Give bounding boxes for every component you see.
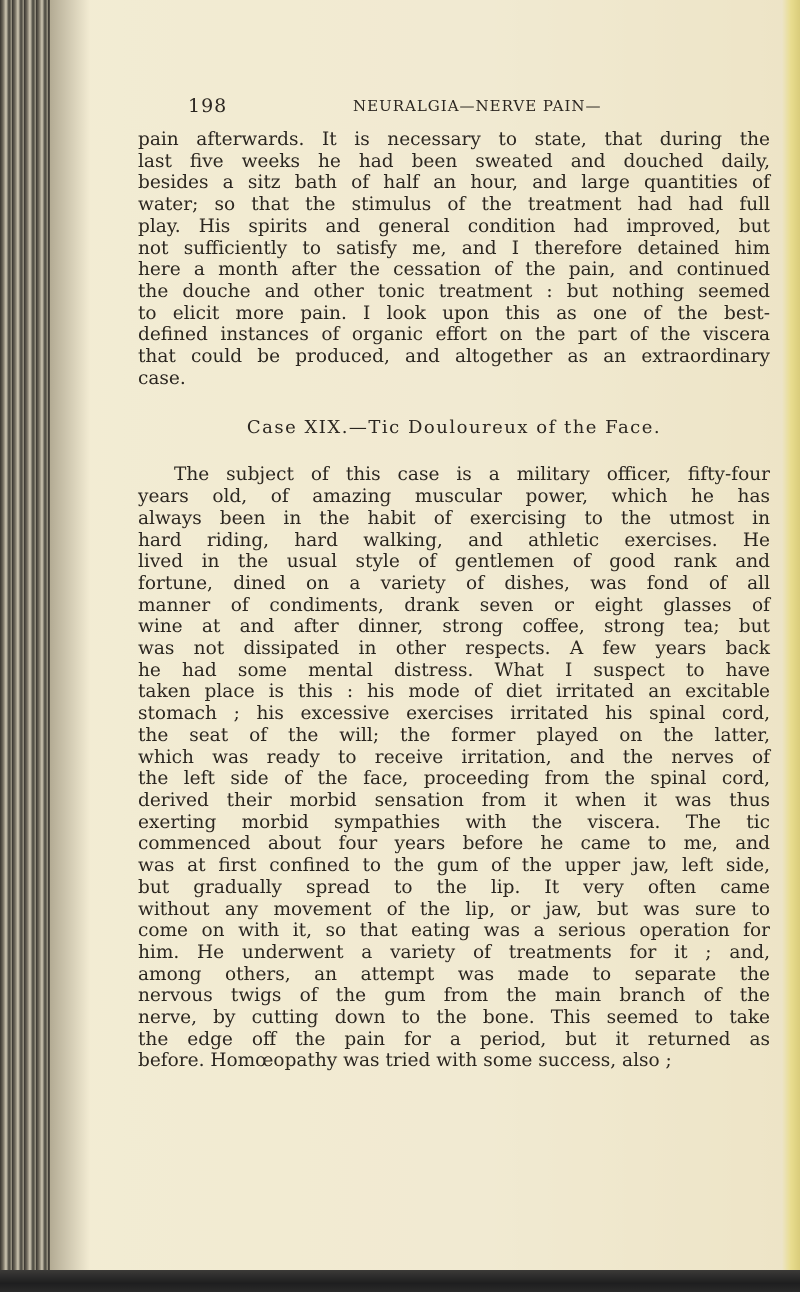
case-heading: Case XIX.—Tic Douloureux of the Face. [246,417,662,439]
page-number: 198 [188,95,228,117]
paragraph-case-xix [138,464,770,1072]
text-line: the seat of the will; the former played on the latter, [138,724,770,746]
text-line: taken place is this : his mode of diet irritated an excitable [138,681,770,703]
paragraph-continuation [138,129,770,389]
gutter-shadow [50,0,90,1292]
text-line: years old, of amazing muscular power, which he has [138,486,770,508]
text-line: wine at and after dinner, strong coffee, strong tea; but [138,616,770,638]
text-line: hard riding, hard walking, and athletic exercises. He [138,529,770,551]
text-line: but gradually spread to the lip. It very often came [138,876,770,898]
text-line: commenced about four years before he came to me, and [138,833,770,855]
text-line: come on with it, so that eating was a serious operation for [138,920,770,942]
scan-bottom-edge [0,1270,800,1292]
text-line: lived in the usual style of gentlemen of good rank and [138,551,770,573]
text-line: among others, an attempt was made to separate the [138,963,770,985]
page-edge [782,0,800,1292]
text-line: here a month after the cessation of the pain, and continued [138,259,770,281]
text-line: the douche and other tonic treatment : but nothing seemed [138,280,770,302]
text-line: defined instances of organic effort on the part of the viscera [138,324,770,346]
text-line: to elicit more pain. I look upon this as one of the best- [138,302,770,324]
text-line: which was ready to receive irritation, and the nerves of [138,746,770,768]
page-content [138,95,770,1072]
text-line: nervous twigs of the gum from the main branch of the [138,985,770,1007]
book-binding [0,0,50,1292]
text-line: stomach ; his excessive exercises irritated his spinal cord, [138,703,770,725]
text-line: was not dissipated in other respects. A few years back [138,638,770,660]
text-line: without any movement of the lip, or jaw, but was sure to [138,898,770,920]
text-line: pain afterwards. It is necessary to state, that during the [138,129,770,150]
text-line: exerting morbid sympathies with the viscera. The tic [138,811,770,833]
text-line: play. His spirits and general condition had improved, but [138,215,770,237]
text-line: water; so that the stimulus of the treatment had had full [138,194,770,216]
text-line: the left side of the face, proceeding from the spinal cord, [138,768,770,790]
text-line: before. Homœopathy was tried with some success, also ; [138,1050,672,1072]
text-line: nerve, by cutting down to the bone. This seemed to take [138,1007,770,1029]
text-line: him. He underwent a variety of treatments for it ; and, [138,941,770,963]
text-line: that could be produced, and altogether as an extraordinary [138,346,770,368]
running-head: NEURALGIA—NERVE PAIN— [353,97,602,115]
text-line: The subject of this case is a military officer, fifty-four [174,464,770,486]
text-line: manner of condiments, drank seven or eight glasses of [138,594,770,616]
text-line: he had some mental distress. What I suspect to have [138,659,770,681]
text-line: always been in the habit of exercising to the utmost in [138,507,770,529]
text-line: not sufficiently to satisfy me, and I therefore detained him [138,237,770,259]
text-line: fortune, dined on a variety of dishes, was fond of all [138,572,770,594]
page-header [138,95,770,123]
text-line: case. [138,367,186,389]
text-line: last five weeks he had been sweated and douched daily, [138,150,770,172]
text-line: was at first confined to the gum of the upper jaw, left side, [138,855,770,877]
text-line: besides a sitz bath of half an hour, and large quantities of [138,172,770,194]
text-line: the edge off the pain for a period, but it returned as [138,1028,770,1050]
text-line: derived their morbid sensation from it when it was thus [138,789,770,811]
